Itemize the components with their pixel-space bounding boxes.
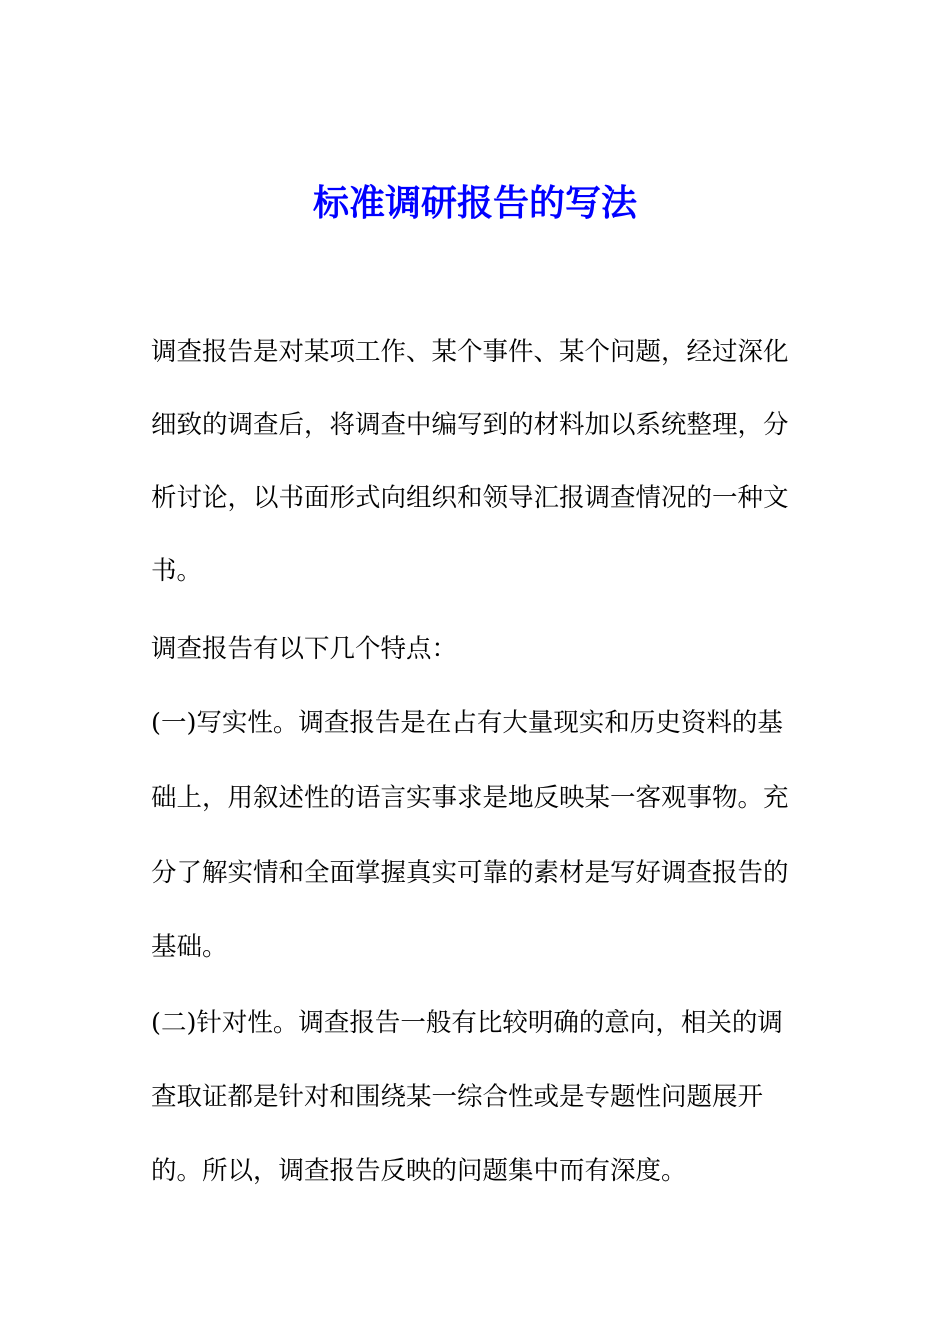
paragraph-line-12: 的。所以，调查报告反映的问题集中而有深度。	[151, 1156, 687, 1186]
paragraph-line-2: 细致的调查后，将调查中编写到的材料加以系统整理，分	[151, 410, 789, 440]
paragraph-line-7: 础上，用叙述性的语言实事求是地反映某一客观事物。充	[151, 783, 789, 813]
paragraph-line-9: 基础。	[151, 932, 228, 962]
paragraph-line-4: 书。	[151, 556, 203, 586]
paragraph-line-5: 调查报告有以下几个特点：	[151, 634, 458, 664]
paragraph-line-10: (二)针对性。调查报告一般有比较明确的意向，相关的调	[151, 1008, 783, 1038]
paragraph-line-11: 查取证都是针对和围绕某一综合性或是专题性问题展开	[151, 1082, 764, 1112]
paragraph-line-3: 析讨论，以书面形式向组织和领导汇报调查情况的一种文	[151, 483, 789, 513]
paragraph-line-6: (一)写实性。调查报告是在占有大量现实和历史资料的基	[151, 708, 783, 738]
document-title: 标准调研报告的写法	[312, 182, 637, 224]
paragraph-line-1: 调查报告是对某项工作、某个事件、某个问题，经过深化	[151, 337, 789, 367]
paragraph-line-8: 分了解实情和全面掌握真实可靠的素材是写好调查报告的	[151, 858, 789, 888]
